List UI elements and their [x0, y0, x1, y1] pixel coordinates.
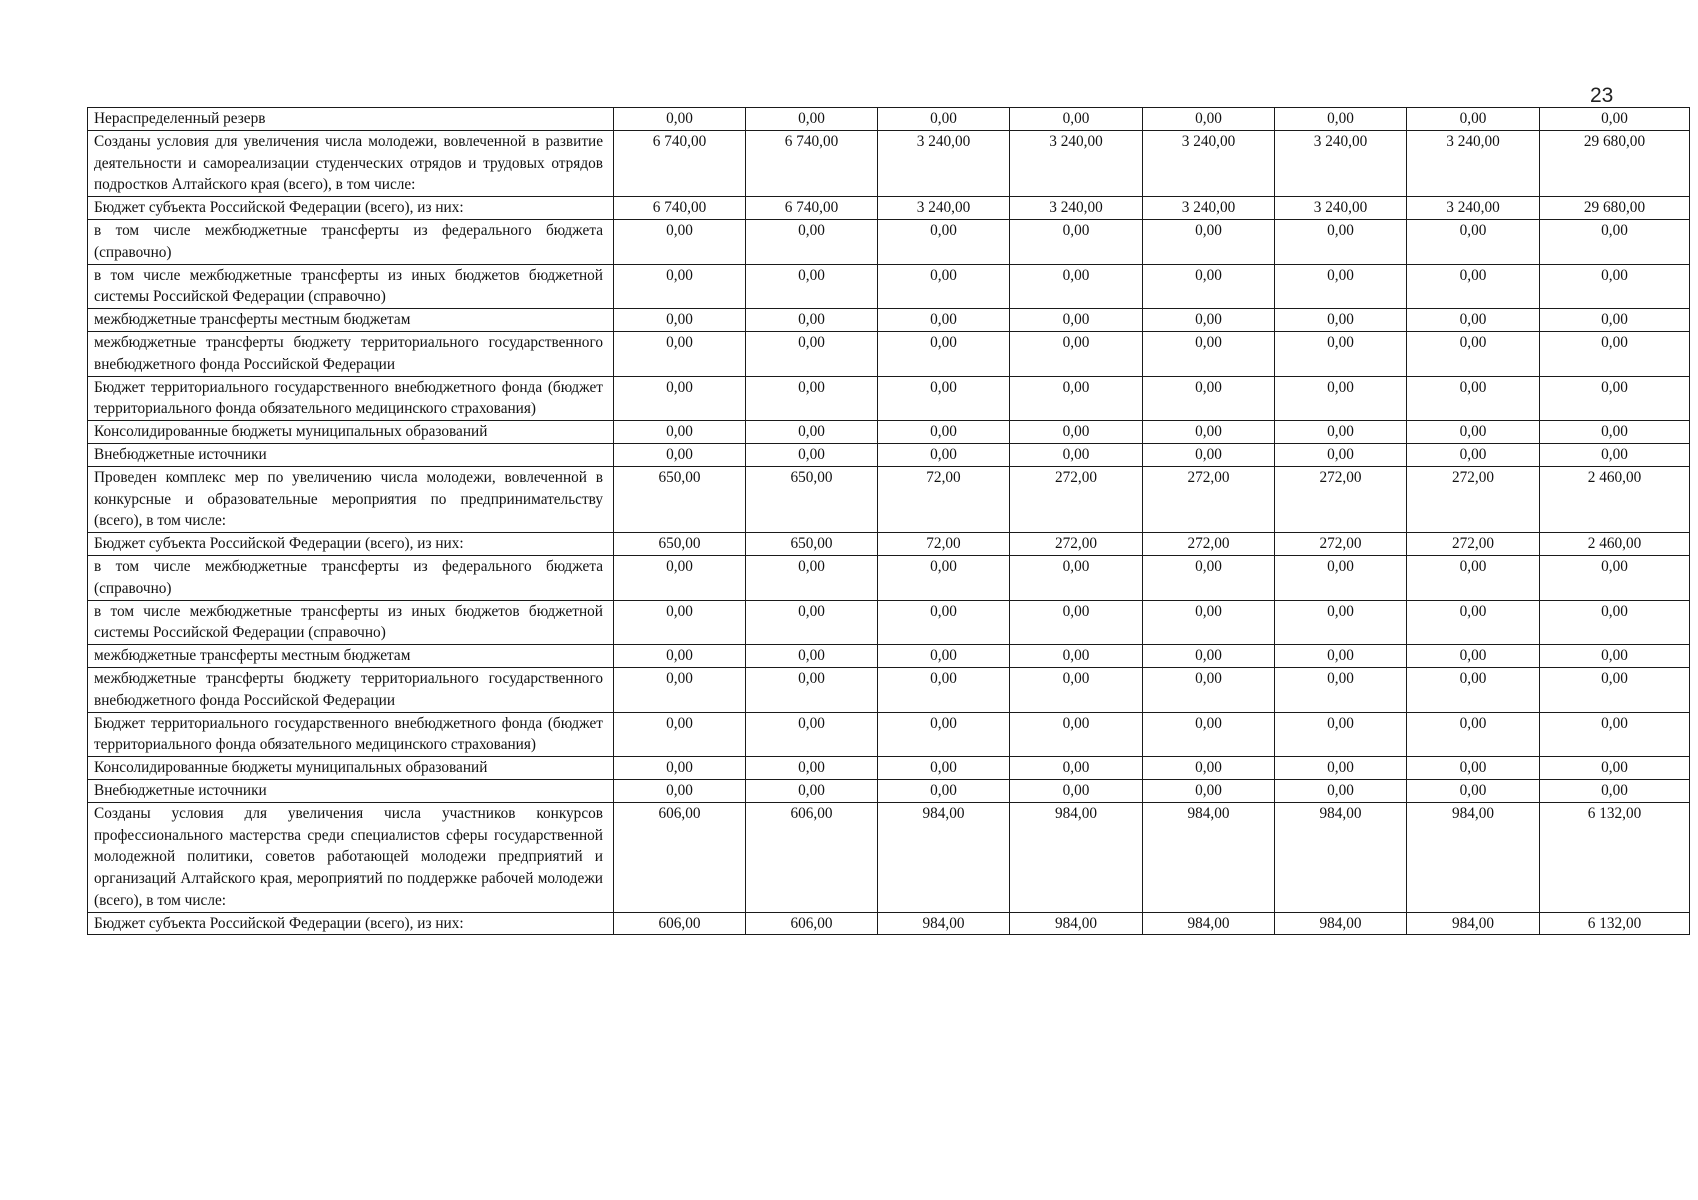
row-total-cell: 29 680,00: [1540, 130, 1690, 196]
row-value-cell: 0,00: [1275, 219, 1407, 264]
row-value-cell: 0,00: [1275, 757, 1407, 780]
row-value-cell: 272,00: [1407, 466, 1540, 532]
row-value-cell: 0,00: [614, 264, 746, 309]
row-total-cell: 0,00: [1540, 331, 1690, 376]
row-value-cell: 272,00: [1407, 533, 1540, 556]
row-value-cell: 984,00: [1143, 802, 1275, 912]
row-value-cell: 72,00: [878, 533, 1010, 556]
row-value-cell: 3 240,00: [1275, 130, 1407, 196]
row-value-cell: 0,00: [1275, 421, 1407, 444]
row-value-cell: 0,00: [1143, 779, 1275, 802]
row-total-cell: 0,00: [1540, 264, 1690, 309]
row-value-cell: 0,00: [878, 443, 1010, 466]
table-row: [88, 600, 1690, 645]
row-total-cell: 0,00: [1540, 376, 1690, 421]
row-value-cell: 0,00: [1143, 376, 1275, 421]
table-row: [88, 331, 1690, 376]
row-value-cell: 0,00: [746, 443, 878, 466]
row-value-cell: 0,00: [1275, 376, 1407, 421]
row-label: Нераспределенный резерв: [88, 108, 614, 131]
row-value-cell: 0,00: [1010, 108, 1143, 131]
row-total-cell: 0,00: [1540, 667, 1690, 712]
row-value-cell: 984,00: [1010, 802, 1143, 912]
row-value-cell: 0,00: [1010, 600, 1143, 645]
row-value-cell: 272,00: [1275, 466, 1407, 532]
row-total-cell: 0,00: [1540, 645, 1690, 668]
row-value-cell: 6 740,00: [614, 130, 746, 196]
row-total-cell: 0,00: [1540, 600, 1690, 645]
row-total-cell: 6 132,00: [1540, 912, 1690, 935]
row-value-cell: 0,00: [1275, 712, 1407, 757]
row-value-cell: 3 240,00: [1407, 130, 1540, 196]
row-value-cell: 606,00: [614, 802, 746, 912]
row-value-cell: 0,00: [614, 667, 746, 712]
row-value-cell: 0,00: [614, 421, 746, 444]
table-row: [88, 197, 1690, 220]
row-value-cell: 0,00: [1010, 645, 1143, 668]
row-value-cell: 0,00: [1407, 421, 1540, 444]
row-value-cell: 3 240,00: [1143, 130, 1275, 196]
row-label: Созданы условия для увеличения числа молодежи, вовлеченной в развитие деятельности и самореализации студенческих отрядов и трудовых отрядов подростков Алтайского края (всего), в том числе:: [88, 130, 614, 196]
row-value-cell: 0,00: [746, 264, 878, 309]
row-label: межбюджетные трансферты бюджету территориального государственного внебюджетного фонда Российской Федерации: [88, 331, 614, 376]
table-row: [88, 802, 1690, 912]
row-value-cell: 0,00: [746, 600, 878, 645]
row-value-cell: 0,00: [614, 779, 746, 802]
row-value-cell: 0,00: [614, 108, 746, 131]
table-row: [88, 533, 1690, 556]
row-value-cell: 0,00: [1010, 712, 1143, 757]
row-value-cell: 984,00: [1275, 802, 1407, 912]
row-value-cell: 984,00: [1407, 802, 1540, 912]
table-row: [88, 443, 1690, 466]
row-value-cell: 0,00: [1143, 667, 1275, 712]
row-label: Консолидированные бюджеты муниципальных образований: [88, 421, 614, 444]
row-total-cell: 0,00: [1540, 108, 1690, 131]
row-value-cell: 3 240,00: [1143, 197, 1275, 220]
row-value-cell: 0,00: [1407, 108, 1540, 131]
row-value-cell: 0,00: [1010, 421, 1143, 444]
row-total-cell: 0,00: [1540, 443, 1690, 466]
row-value-cell: 0,00: [746, 712, 878, 757]
row-total-cell: 2 460,00: [1540, 533, 1690, 556]
row-value-cell: 0,00: [1143, 331, 1275, 376]
row-value-cell: 0,00: [746, 331, 878, 376]
row-value-cell: 984,00: [878, 802, 1010, 912]
row-value-cell: 650,00: [614, 466, 746, 532]
row-value-cell: 0,00: [1275, 443, 1407, 466]
row-value-cell: 0,00: [1143, 108, 1275, 131]
row-value-cell: 0,00: [1275, 108, 1407, 131]
row-value-cell: 0,00: [1010, 779, 1143, 802]
row-value-cell: 0,00: [1407, 667, 1540, 712]
row-total-cell: 29 680,00: [1540, 197, 1690, 220]
row-value-cell: 6 740,00: [614, 197, 746, 220]
row-value-cell: 0,00: [1275, 667, 1407, 712]
row-label: Проведен комплекс мер по увеличению числа молодежи, вовлеченной в конкурсные и образовательные мероприятия по предпринимательству (всего), в том числе:: [88, 466, 614, 532]
row-value-cell: 984,00: [878, 912, 1010, 935]
table-row: [88, 108, 1690, 131]
row-value-cell: 0,00: [1407, 555, 1540, 600]
row-value-cell: 650,00: [746, 466, 878, 532]
row-value-cell: 0,00: [878, 264, 1010, 309]
row-value-cell: 3 240,00: [1275, 197, 1407, 220]
row-value-cell: 0,00: [614, 219, 746, 264]
row-value-cell: 0,00: [878, 757, 1010, 780]
row-value-cell: 3 240,00: [878, 130, 1010, 196]
row-value-cell: 0,00: [1275, 309, 1407, 332]
row-value-cell: 3 240,00: [1407, 197, 1540, 220]
row-label: Бюджет субъекта Российской Федерации (всего), из них:: [88, 533, 614, 556]
row-value-cell: 0,00: [746, 108, 878, 131]
row-value-cell: 0,00: [1407, 219, 1540, 264]
row-value-cell: 0,00: [614, 712, 746, 757]
row-value-cell: 0,00: [1407, 443, 1540, 466]
row-value-cell: 0,00: [1407, 376, 1540, 421]
page-number: 23: [1590, 84, 1614, 107]
row-value-cell: 984,00: [1143, 912, 1275, 935]
row-total-cell: 0,00: [1540, 421, 1690, 444]
row-value-cell: 0,00: [746, 645, 878, 668]
table-row: [88, 667, 1690, 712]
budget-table: [87, 107, 1690, 935]
row-value-cell: 0,00: [746, 555, 878, 600]
row-total-cell: 2 460,00: [1540, 466, 1690, 532]
row-total-cell: 0,00: [1540, 779, 1690, 802]
row-label: Созданы условия для увеличения числа участников конкурсов профессионального мастерства среди специалистов сферы государственной молодежной политики, советов работающей молодежи предприятий и организаций Алтайского края, мероприятий по поддержке рабочей молодежи (всего), в том числе:: [88, 802, 614, 912]
row-value-cell: 0,00: [1275, 645, 1407, 668]
row-value-cell: 0,00: [878, 108, 1010, 131]
row-label: Бюджет субъекта Российской Федерации (всего), из них:: [88, 912, 614, 935]
table-row: [88, 130, 1690, 196]
row-value-cell: 3 240,00: [878, 197, 1010, 220]
table-row: [88, 757, 1690, 780]
row-value-cell: 0,00: [1143, 645, 1275, 668]
row-label: Внебюджетные источники: [88, 779, 614, 802]
row-value-cell: 0,00: [746, 757, 878, 780]
row-value-cell: 0,00: [878, 421, 1010, 444]
row-value-cell: 3 240,00: [1010, 197, 1143, 220]
row-value-cell: 0,00: [878, 645, 1010, 668]
table-row: [88, 779, 1690, 802]
row-value-cell: 272,00: [1010, 533, 1143, 556]
row-value-cell: 0,00: [878, 376, 1010, 421]
row-value-cell: 272,00: [1143, 533, 1275, 556]
table-row: [88, 645, 1690, 668]
table-row: [88, 912, 1690, 935]
table-row: [88, 376, 1690, 421]
row-value-cell: 72,00: [878, 466, 1010, 532]
row-value-cell: 0,00: [746, 376, 878, 421]
row-value-cell: 0,00: [1275, 331, 1407, 376]
row-value-cell: 0,00: [1407, 600, 1540, 645]
row-value-cell: 272,00: [1143, 466, 1275, 532]
row-label: в том числе межбюджетные трансферты из федерального бюджета (справочно): [88, 219, 614, 264]
row-value-cell: 0,00: [1010, 443, 1143, 466]
row-value-cell: 0,00: [1010, 555, 1143, 600]
row-value-cell: 0,00: [1275, 555, 1407, 600]
row-label: Бюджет субъекта Российской Федерации (всего), из них:: [88, 197, 614, 220]
row-label: межбюджетные трансферты бюджету территориального государственного внебюджетного фонда Российской Федерации: [88, 667, 614, 712]
row-label: в том числе межбюджетные трансферты из иных бюджетов бюджетной системы Российской Федерации (справочно): [88, 600, 614, 645]
row-value-cell: 0,00: [1010, 331, 1143, 376]
row-value-cell: 0,00: [1010, 376, 1143, 421]
row-value-cell: 6 740,00: [746, 197, 878, 220]
row-value-cell: 0,00: [1407, 645, 1540, 668]
row-value-cell: 0,00: [746, 309, 878, 332]
row-value-cell: 0,00: [1143, 600, 1275, 645]
row-value-cell: 0,00: [1407, 712, 1540, 757]
row-label: Внебюджетные источники: [88, 443, 614, 466]
row-value-cell: 0,00: [614, 309, 746, 332]
row-total-cell: 0,00: [1540, 555, 1690, 600]
row-value-cell: 0,00: [614, 645, 746, 668]
row-value-cell: 606,00: [614, 912, 746, 935]
row-total-cell: 6 132,00: [1540, 802, 1690, 912]
row-value-cell: 0,00: [614, 600, 746, 645]
row-value-cell: 0,00: [1275, 779, 1407, 802]
row-value-cell: 0,00: [1407, 757, 1540, 780]
row-value-cell: 272,00: [1275, 533, 1407, 556]
row-total-cell: 0,00: [1540, 309, 1690, 332]
row-value-cell: 3 240,00: [1010, 130, 1143, 196]
row-label: Бюджет территориального государственного внебюджетного фонда (бюджет территориального фонда обязательного медицинского страхования): [88, 376, 614, 421]
row-value-cell: 0,00: [1275, 600, 1407, 645]
row-value-cell: 0,00: [1143, 555, 1275, 600]
table-row: [88, 264, 1690, 309]
row-total-cell: 0,00: [1540, 757, 1690, 780]
row-value-cell: 606,00: [746, 802, 878, 912]
row-value-cell: 0,00: [878, 600, 1010, 645]
row-value-cell: 0,00: [878, 331, 1010, 376]
row-value-cell: 0,00: [1143, 219, 1275, 264]
row-value-cell: 0,00: [878, 309, 1010, 332]
row-value-cell: 650,00: [614, 533, 746, 556]
table-row: [88, 466, 1690, 532]
row-value-cell: 0,00: [1143, 757, 1275, 780]
row-value-cell: 0,00: [614, 376, 746, 421]
row-value-cell: 0,00: [746, 219, 878, 264]
table-row: [88, 219, 1690, 264]
row-value-cell: 0,00: [1143, 712, 1275, 757]
row-value-cell: 0,00: [1407, 309, 1540, 332]
row-label: Бюджет территориального государственного внебюджетного фонда (бюджет территориального фонда обязательного медицинского страхования): [88, 712, 614, 757]
table-row: [88, 712, 1690, 757]
row-value-cell: 0,00: [614, 331, 746, 376]
row-value-cell: 0,00: [614, 757, 746, 780]
row-value-cell: 6 740,00: [746, 130, 878, 196]
row-label: в том числе межбюджетные трансферты из иных бюджетов бюджетной системы Российской Федерации (справочно): [88, 264, 614, 309]
row-value-cell: 0,00: [746, 779, 878, 802]
table-row: [88, 309, 1690, 332]
row-value-cell: 0,00: [614, 443, 746, 466]
row-total-cell: 0,00: [1540, 219, 1690, 264]
row-value-cell: 0,00: [746, 421, 878, 444]
row-value-cell: 0,00: [1010, 667, 1143, 712]
row-value-cell: 984,00: [1275, 912, 1407, 935]
row-value-cell: 984,00: [1407, 912, 1540, 935]
row-value-cell: 0,00: [746, 667, 878, 712]
row-label: межбюджетные трансферты местным бюджетам: [88, 309, 614, 332]
row-value-cell: 0,00: [1010, 309, 1143, 332]
row-value-cell: 0,00: [1143, 264, 1275, 309]
row-value-cell: 0,00: [1143, 443, 1275, 466]
row-value-cell: 0,00: [1275, 264, 1407, 309]
row-value-cell: 0,00: [878, 219, 1010, 264]
row-value-cell: 0,00: [878, 779, 1010, 802]
table-row: [88, 421, 1690, 444]
row-value-cell: 0,00: [878, 555, 1010, 600]
row-value-cell: 0,00: [878, 712, 1010, 757]
row-value-cell: 0,00: [878, 667, 1010, 712]
row-label: Консолидированные бюджеты муниципальных образований: [88, 757, 614, 780]
table-row: [88, 555, 1690, 600]
row-value-cell: 0,00: [1407, 264, 1540, 309]
row-value-cell: 272,00: [1010, 466, 1143, 532]
row-value-cell: 650,00: [746, 533, 878, 556]
row-value-cell: 606,00: [746, 912, 878, 935]
row-value-cell: 0,00: [1143, 309, 1275, 332]
row-value-cell: 0,00: [1010, 219, 1143, 264]
table-body: [88, 108, 1690, 935]
row-value-cell: 0,00: [1407, 331, 1540, 376]
row-label: межбюджетные трансферты местным бюджетам: [88, 645, 614, 668]
row-label: в том числе межбюджетные трансферты из федерального бюджета (справочно): [88, 555, 614, 600]
row-value-cell: 0,00: [1010, 264, 1143, 309]
row-value-cell: 0,00: [1407, 779, 1540, 802]
row-total-cell: 0,00: [1540, 712, 1690, 757]
row-value-cell: 0,00: [614, 555, 746, 600]
row-value-cell: 984,00: [1010, 912, 1143, 935]
row-value-cell: 0,00: [1143, 421, 1275, 444]
row-value-cell: 0,00: [1010, 757, 1143, 780]
